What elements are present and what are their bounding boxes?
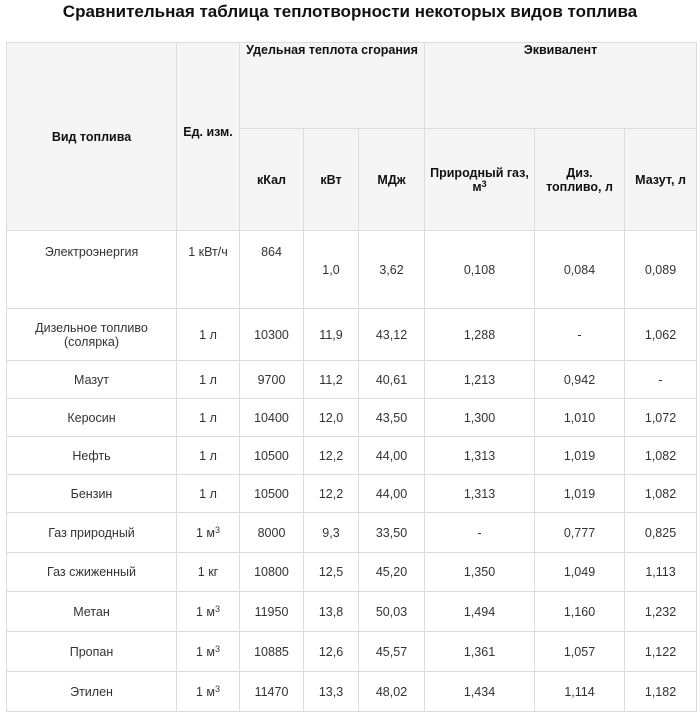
cell-natural-gas: 1,300 — [425, 399, 535, 437]
cell-fuel-name: Нефть — [7, 437, 177, 475]
header-diesel: Диз. топливо, л — [535, 129, 625, 231]
cell-fuel-name: Дизельное топливо (солярка) — [7, 309, 177, 361]
cell-fuel-oil: 1,232 — [625, 592, 697, 632]
unit-label: 1 л — [199, 327, 217, 342]
cell-fuel-name: Этилен — [7, 672, 177, 712]
unit-label: 1 л — [199, 486, 217, 501]
header-natural-gas — [425, 129, 535, 231]
cell-fuel-oil: 1,062 — [625, 309, 697, 361]
cell-natural-gas: 1,313 — [425, 475, 535, 513]
cell-kw: 12,2 — [304, 437, 359, 475]
table-row — [7, 399, 697, 437]
header-mj: МДж — [359, 129, 425, 231]
table-row — [7, 309, 697, 361]
cell-natural-gas: 1,361 — [425, 632, 535, 672]
cell-mj: 3,62 — [359, 231, 425, 309]
page-title: Сравнительная таблица теплотворности некоторых видов топлива — [62, 2, 638, 21]
cell-diesel: 1,019 — [535, 437, 625, 475]
cell-diesel: 1,010 — [535, 399, 625, 437]
cell-unit — [177, 632, 240, 672]
cell-kcal: 10800 — [240, 553, 304, 592]
unit-label: 1 м — [195, 684, 215, 699]
header-fuel-type: Вид топлива — [7, 43, 177, 231]
cell-kcal: 10500 — [240, 437, 304, 475]
header-equivalent: Эквивалент — [425, 43, 697, 129]
cell-diesel: 1,019 — [535, 475, 625, 513]
header-specific-heat: Удельная теплота сгорания — [240, 43, 425, 129]
table-row — [7, 361, 697, 399]
unit-label: 1 м — [195, 644, 215, 659]
cell-kw: 9,3 — [304, 513, 359, 553]
unit-label: 1 м — [195, 604, 215, 619]
cell-kcal: 10300 — [240, 309, 304, 361]
cell-unit — [177, 672, 240, 712]
cell-kw: 13,8 — [304, 592, 359, 632]
cell-kcal: 9700 — [240, 361, 304, 399]
unit-label: 1 кВт/ч — [188, 245, 228, 259]
unit-superscript: 3 — [215, 524, 221, 535]
cell-natural-gas: 1,494 — [425, 592, 535, 632]
cell-kw: 12,5 — [304, 553, 359, 592]
header-kw: кВт — [304, 129, 359, 231]
cell-fuel-name: Электроэнергия — [7, 231, 177, 309]
cell-kw: 12,6 — [304, 632, 359, 672]
cell-fuel-name: Керосин — [7, 399, 177, 437]
cell-unit — [177, 592, 240, 632]
cell-natural-gas: 0,108 — [425, 231, 535, 309]
cell-fuel-oil: 0,825 — [625, 513, 697, 553]
cell-kcal: 10400 — [240, 399, 304, 437]
cell-kw: 12,0 — [304, 399, 359, 437]
cell-unit — [177, 309, 240, 361]
cell-mj: 43,12 — [359, 309, 425, 361]
cell-kcal: 11950 — [240, 592, 304, 632]
cell-fuel-oil: 0,089 — [625, 231, 697, 309]
cell-kw: 13,3 — [304, 672, 359, 712]
cell-mj: 33,50 — [359, 513, 425, 553]
cell-fuel-oil: 1,082 — [625, 437, 697, 475]
unit-label: 1 л — [199, 410, 217, 425]
cell-mj: 43,50 — [359, 399, 425, 437]
table-row — [7, 475, 697, 513]
cell-diesel: 1,160 — [535, 592, 625, 632]
cell-fuel-name: Газ природный — [7, 513, 177, 553]
header-unit: Ед. изм. — [177, 43, 240, 231]
table-row — [7, 437, 697, 475]
cell-unit — [177, 361, 240, 399]
cell-unit — [177, 437, 240, 475]
cell-fuel-oil: 1,113 — [625, 553, 697, 592]
cell-fuel-name: Мазут — [7, 361, 177, 399]
table-row — [7, 632, 697, 672]
table-row — [7, 553, 697, 592]
table-body — [7, 231, 697, 712]
cell-kcal: 8000 — [240, 513, 304, 553]
cell-fuel-oil: 1,072 — [625, 399, 697, 437]
cell-fuel-oil: 1,182 — [625, 672, 697, 712]
cell-unit — [177, 513, 240, 553]
unit-superscript: 3 — [215, 603, 221, 614]
table-row — [7, 672, 697, 712]
header-kcal: кКал — [240, 129, 304, 231]
cell-diesel: 0,942 — [535, 361, 625, 399]
cell-unit — [177, 553, 240, 592]
cell-mj: 40,61 — [359, 361, 425, 399]
cell-natural-gas: 1,313 — [425, 437, 535, 475]
cell-unit — [177, 475, 240, 513]
cell-mj: 45,20 — [359, 553, 425, 592]
unit-superscript: 3 — [215, 683, 221, 694]
header-natural-gas-sup: 3 — [481, 178, 487, 189]
cell-kcal: 10885 — [240, 632, 304, 672]
table-row — [7, 231, 697, 309]
cell-diesel: - — [535, 309, 625, 361]
cell-natural-gas: - — [425, 513, 535, 553]
cell-diesel: 1,049 — [535, 553, 625, 592]
header-natural-gas-label: Природный газ, м — [430, 165, 529, 194]
fuel-comparison-table — [6, 42, 697, 712]
table-row — [7, 592, 697, 632]
cell-mj: 48,02 — [359, 672, 425, 712]
cell-unit — [177, 399, 240, 437]
cell-kw: 1,0 — [304, 231, 359, 309]
cell-kw: 12,2 — [304, 475, 359, 513]
cell-diesel: 1,114 — [535, 672, 625, 712]
unit-superscript: 3 — [215, 643, 221, 654]
cell-natural-gas: 1,434 — [425, 672, 535, 712]
cell-diesel: 0,084 — [535, 231, 625, 309]
unit-label: 1 л — [199, 372, 217, 387]
cell-unit — [177, 231, 240, 309]
cell-fuel-oil: 1,122 — [625, 632, 697, 672]
header-fuel-oil: Мазут, л — [625, 129, 697, 231]
cell-kw: 11,9 — [304, 309, 359, 361]
unit-label: 1 м — [195, 525, 215, 540]
cell-kcal: 10500 — [240, 475, 304, 513]
table-header — [7, 43, 697, 231]
cell-fuel-name: Метан — [7, 592, 177, 632]
cell-mj: 50,03 — [359, 592, 425, 632]
cell-diesel: 0,777 — [535, 513, 625, 553]
unit-label: 1 л — [199, 448, 217, 463]
cell-diesel: 1,057 — [535, 632, 625, 672]
unit-label: 1 кг — [197, 565, 219, 579]
cell-fuel-oil: 1,082 — [625, 475, 697, 513]
cell-mj: 44,00 — [359, 475, 425, 513]
cell-fuel-name: Пропан — [7, 632, 177, 672]
cell-kcal: 11470 — [240, 672, 304, 712]
cell-mj: 44,00 — [359, 437, 425, 475]
cell-kcal: 864 — [240, 231, 304, 309]
table-row — [7, 513, 697, 553]
cell-fuel-name: Газ сжиженный — [7, 553, 177, 592]
cell-fuel-oil: - — [625, 361, 697, 399]
cell-natural-gas: 1,213 — [425, 361, 535, 399]
cell-kw: 11,2 — [304, 361, 359, 399]
cell-mj: 45,57 — [359, 632, 425, 672]
cell-natural-gas: 1,350 — [425, 553, 535, 592]
cell-natural-gas: 1,288 — [425, 309, 535, 361]
cell-fuel-name: Бензин — [7, 475, 177, 513]
